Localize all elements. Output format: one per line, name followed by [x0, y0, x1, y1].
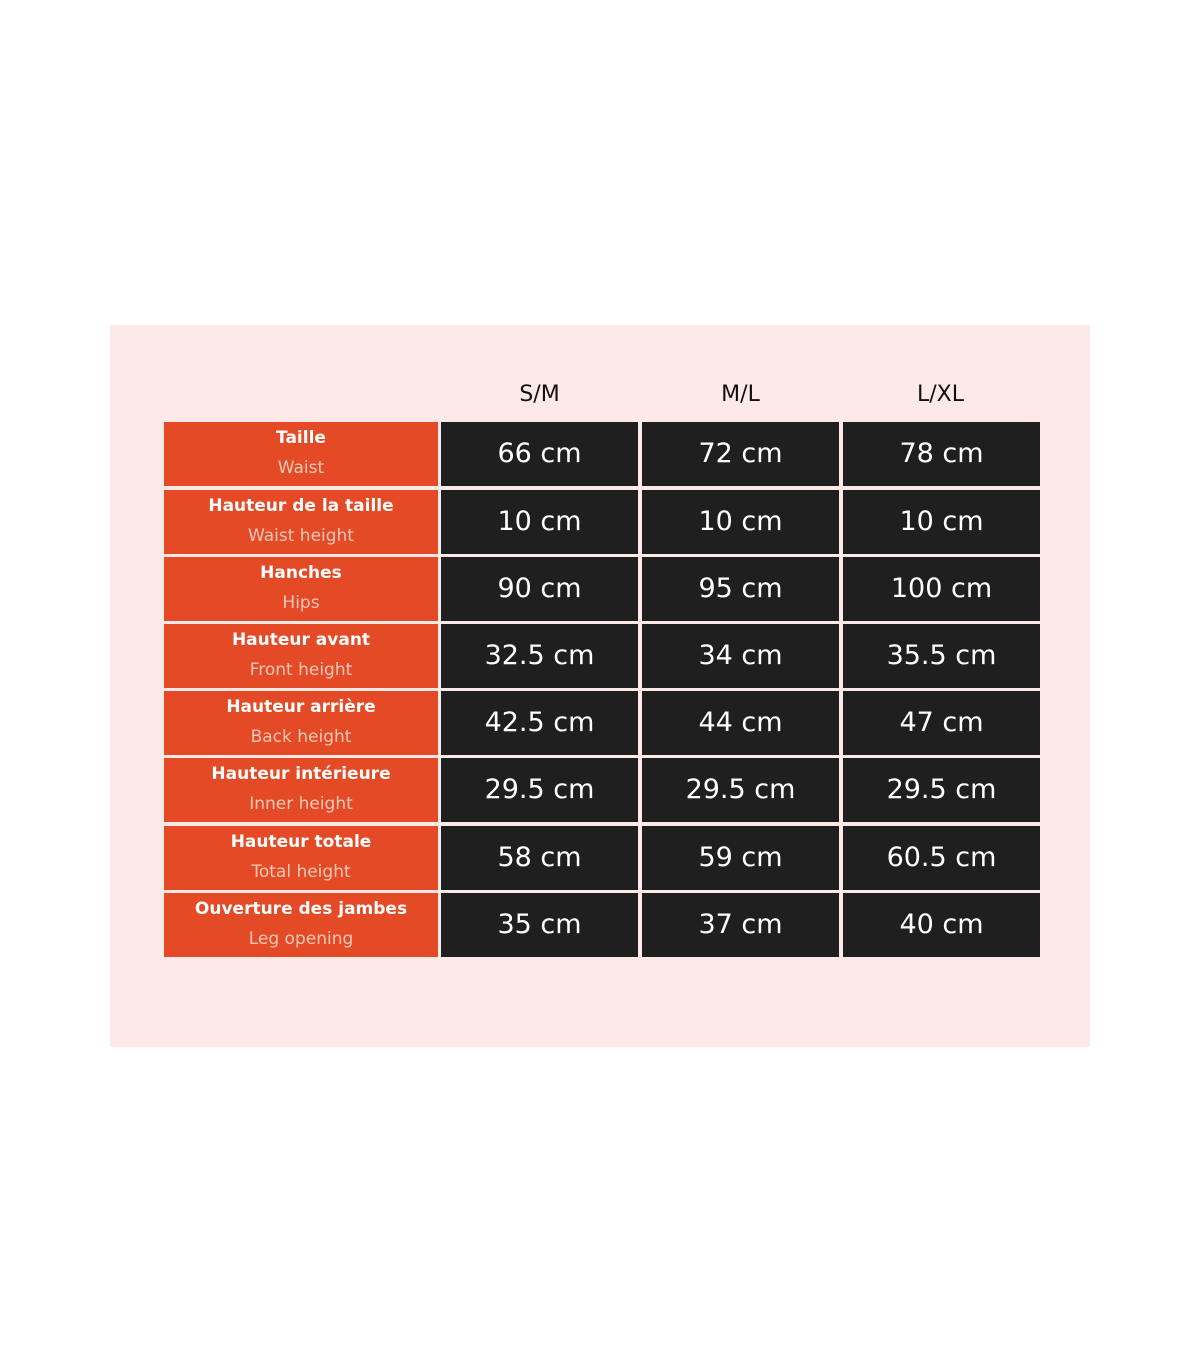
value-cell-ml: 37 cm [642, 893, 839, 957]
value-cell-lxl: 100 cm [843, 557, 1040, 621]
row-label-cell [164, 826, 438, 890]
row-label-cell [164, 758, 438, 822]
row-label-cell [164, 624, 438, 688]
size-header-sm: S/M [519, 382, 560, 407]
value-cell-lxl: 29.5 cm [843, 758, 1040, 822]
value-cell-sm: 66 cm [441, 422, 638, 486]
value-cell-sm: 90 cm [441, 557, 638, 621]
row-label-fr: Ouverture des jambes [194, 899, 408, 919]
table-row [164, 691, 1040, 755]
value-cell-ml: 95 cm [642, 557, 839, 621]
row-label-en: Leg opening [248, 929, 354, 949]
row-label-cell [164, 691, 438, 755]
row-label-fr: Hauteur de la taille [208, 496, 394, 516]
value-cell-sm: 29.5 cm [441, 758, 638, 822]
row-label-en: Hips [282, 593, 320, 613]
value-cell-ml: 34 cm [642, 624, 839, 688]
row-label-en: Front height [249, 660, 353, 680]
table-row [164, 557, 1040, 621]
row-label-en: Waist [277, 458, 325, 478]
value-cell-ml: 59 cm [642, 826, 839, 890]
row-label-en: Inner height [249, 794, 353, 814]
value-cell-sm: 10 cm [441, 490, 638, 554]
row-label-cell [164, 490, 438, 554]
table-row [164, 758, 1040, 822]
value-cell-lxl: 47 cm [843, 691, 1040, 755]
table-row [164, 624, 1040, 688]
value-cell-sm: 32.5 cm [441, 624, 638, 688]
value-cell-ml: 10 cm [642, 490, 839, 554]
table-row [164, 490, 1040, 554]
value-cell-ml: 29.5 cm [642, 758, 839, 822]
row-label-fr: Hauteur totale [230, 832, 372, 852]
row-label-en: Total height [251, 862, 351, 882]
row-label-cell [164, 557, 438, 621]
row-label-fr: Hauteur arrière [226, 697, 376, 717]
table-row [164, 422, 1040, 486]
row-label-en: Back height [250, 727, 352, 747]
value-cell-lxl: 78 cm [843, 422, 1040, 486]
value-cell-lxl: 40 cm [843, 893, 1040, 957]
value-cell-lxl: 10 cm [843, 490, 1040, 554]
row-label-en: Waist height [248, 526, 354, 546]
row-label-fr: Hanches [260, 563, 342, 583]
row-label-cell [164, 422, 438, 486]
value-cell-lxl: 60.5 cm [843, 826, 1040, 890]
value-cell-sm: 35 cm [441, 893, 638, 957]
value-cell-lxl: 35.5 cm [843, 624, 1040, 688]
row-label-cell [164, 893, 438, 957]
row-label-fr: Taille [276, 428, 326, 448]
value-cell-ml: 72 cm [642, 422, 839, 486]
value-cell-sm: 42.5 cm [441, 691, 638, 755]
value-cell-ml: 44 cm [642, 691, 839, 755]
size-header-ml: M/L [721, 382, 760, 407]
row-label-fr: Hauteur intérieure [211, 764, 391, 784]
row-label-fr: Hauteur avant [231, 630, 371, 650]
table-row [164, 893, 1040, 957]
table-row [164, 826, 1040, 890]
value-cell-sm: 58 cm [441, 826, 638, 890]
size-header-lxl: L/XL [917, 382, 964, 407]
